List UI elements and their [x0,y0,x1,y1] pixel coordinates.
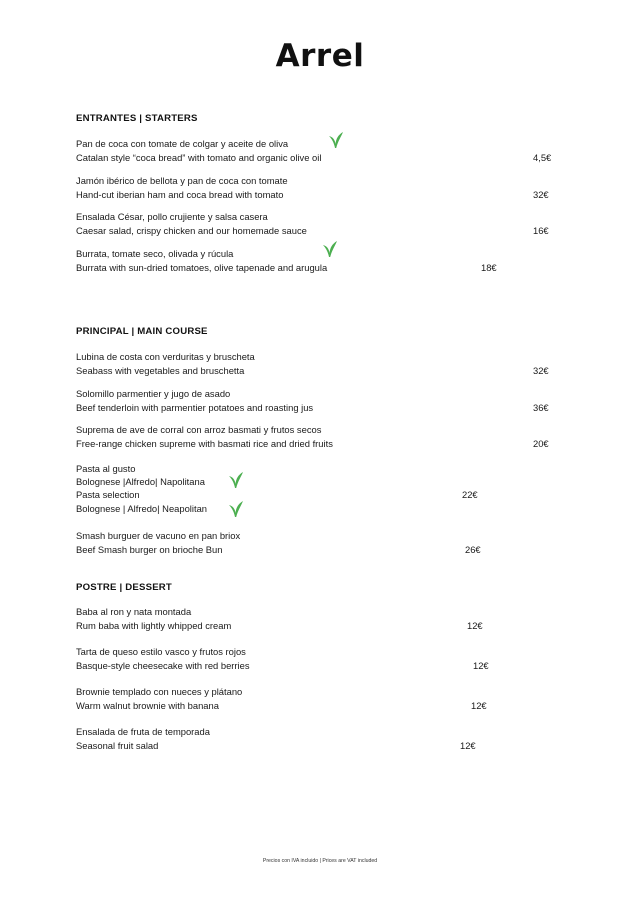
vegetarian-leaf-icon [322,240,338,258]
item-name-es: Solomillo parmentier y jugo de asado [76,388,231,399]
item-name-es: Pasta al gusto [76,463,136,474]
menu-item [76,423,596,453]
item-name-en: Burrata with sun-dried tomatoes, olive tapenade and arugula [76,262,328,273]
item-price: 16€ [533,225,549,236]
section-heading-dessert: POSTRE | DESSERT [76,582,172,593]
menu-item [76,210,596,240]
item-name-en: Seasonal fruit salad [76,740,159,751]
item-name-es: Ensalada de fruta de temporada [76,726,210,737]
item-option-en: Bolognese | Alfredo| Neapolitan [76,503,208,514]
item-name-en: Free-range chicken supreme with basmati rice and dried fruits [76,438,333,449]
menu-item [76,462,596,518]
item-name-en: Catalan style “coca bread” with tomato and organic olive oil [76,152,322,163]
item-name-es: Brownie templado con nueces y plátano [76,686,243,697]
item-name-en: Beef Smash burger on brioche Bun [76,544,223,555]
item-price: 26€ [465,544,481,555]
menu-item [76,174,596,204]
item-name-es: Suprema de ave de corral con arroz basmati y frutos secos [76,424,322,435]
item-name-en: Caesar salad, crispy chicken and our homemade sauce [76,225,307,236]
item-name-en: Pasta selection [76,489,140,500]
item-name-en: Rum baba with lightly whipped cream [76,620,232,631]
menu-item [76,725,596,755]
item-price: 12€ [460,740,476,751]
item-price: 20€ [533,438,549,449]
item-price: 32€ [533,189,549,200]
menu-item [76,605,596,635]
vegetarian-leaf-icon [328,131,344,149]
item-name-es: Jamón ibérico de bellota y pan de coca con tomate [76,175,288,186]
item-name-en: Beef tenderloin with parmentier potatoes and roasting jus [76,402,314,413]
section-heading-starters: ENTRANTES | STARTERS [76,113,198,124]
item-name-es: Burrata, tomate seco, olivada y rúcula [76,248,234,259]
item-price: 12€ [467,620,483,631]
item-name-en: Basque-style cheesecake with red berries [76,660,250,671]
section-heading-main-course: PRINCIPAL | MAIN COURSE [76,326,208,337]
menu-item [76,387,596,417]
item-price: 22€ [462,489,478,500]
menu-item [76,685,596,715]
item-price: 4,5€ [533,152,552,163]
item-name-en: Warm walnut brownie with banana [76,700,219,711]
menu-item [76,529,596,559]
item-name-es: Baba al ron y nata montada [76,606,192,617]
item-name-en: Hand-cut iberian ham and coca bread with tomato [76,189,284,200]
vegetarian-leaf-icon [228,471,244,489]
item-price: 36€ [533,402,549,413]
item-name-es: Pan de coca con tomate de colgar y aceite de oliva [76,138,289,149]
item-price: 12€ [471,700,487,711]
item-price: 18€ [481,262,497,273]
menu-item [76,247,596,277]
menu-item [76,350,596,380]
item-name-es: Smash burguer de vacuno en pan briox [76,530,241,541]
menu-item [76,137,596,167]
vat-note: Precios con IVA incluido | Prices are VAT included [262,858,378,864]
item-price: 12€ [473,660,489,671]
item-price: 32€ [533,365,549,376]
item-name-es: Ensalada César, pollo crujiente y salsa casera [76,211,268,222]
menu-item [76,645,596,675]
item-name-es: Tarta de queso estilo vasco y frutos rojos [76,646,246,657]
item-name-en: Seabass with vegetables and bruschetta [76,365,245,376]
vegetarian-leaf-icon [228,500,244,518]
restaurant-name: Arrel [275,38,365,74]
item-name-es: Lubina de costa con verduritas y bruscheta [76,351,255,362]
item-option-es: Bolognese |Alfredo| Napolitana [76,476,205,487]
